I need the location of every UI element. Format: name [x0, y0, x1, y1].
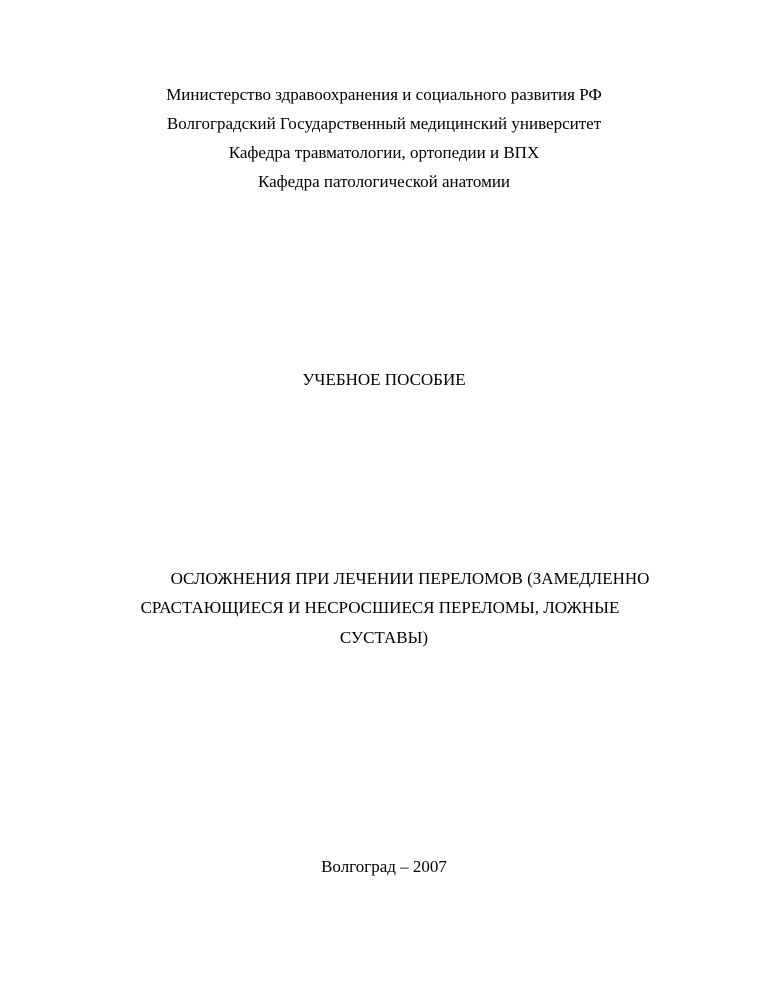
- document-type: УЧЕБНОЕ ПОСОБИЕ: [302, 370, 466, 389]
- title-line: СРАСТАЮЩИЕСЯ И НЕСРОСШИЕСЯ ПЕРЕЛОМЫ, ЛОЖНЫЕ: [140, 598, 620, 617]
- university-name: Волгоградский Государственный медицинский университет: [166, 114, 602, 133]
- department-name-traumatology: Кафедра травматологии, ортопедии и ВПХ: [228, 143, 540, 162]
- ministry-name: Министерство здравоохранения и социального развития РФ: [166, 85, 602, 104]
- title-line: ОСЛОЖНЕНИЯ ПРИ ЛЕЧЕНИИ ПЕРЕЛОМОВ (ЗАМЕДЛЕННО: [170, 569, 650, 588]
- city-and-year: Волгоград – 2007: [321, 857, 447, 876]
- title-line: СУСТАВЫ): [339, 628, 429, 647]
- department-name-pathology: Кафедра патологической анатомии: [257, 172, 511, 191]
